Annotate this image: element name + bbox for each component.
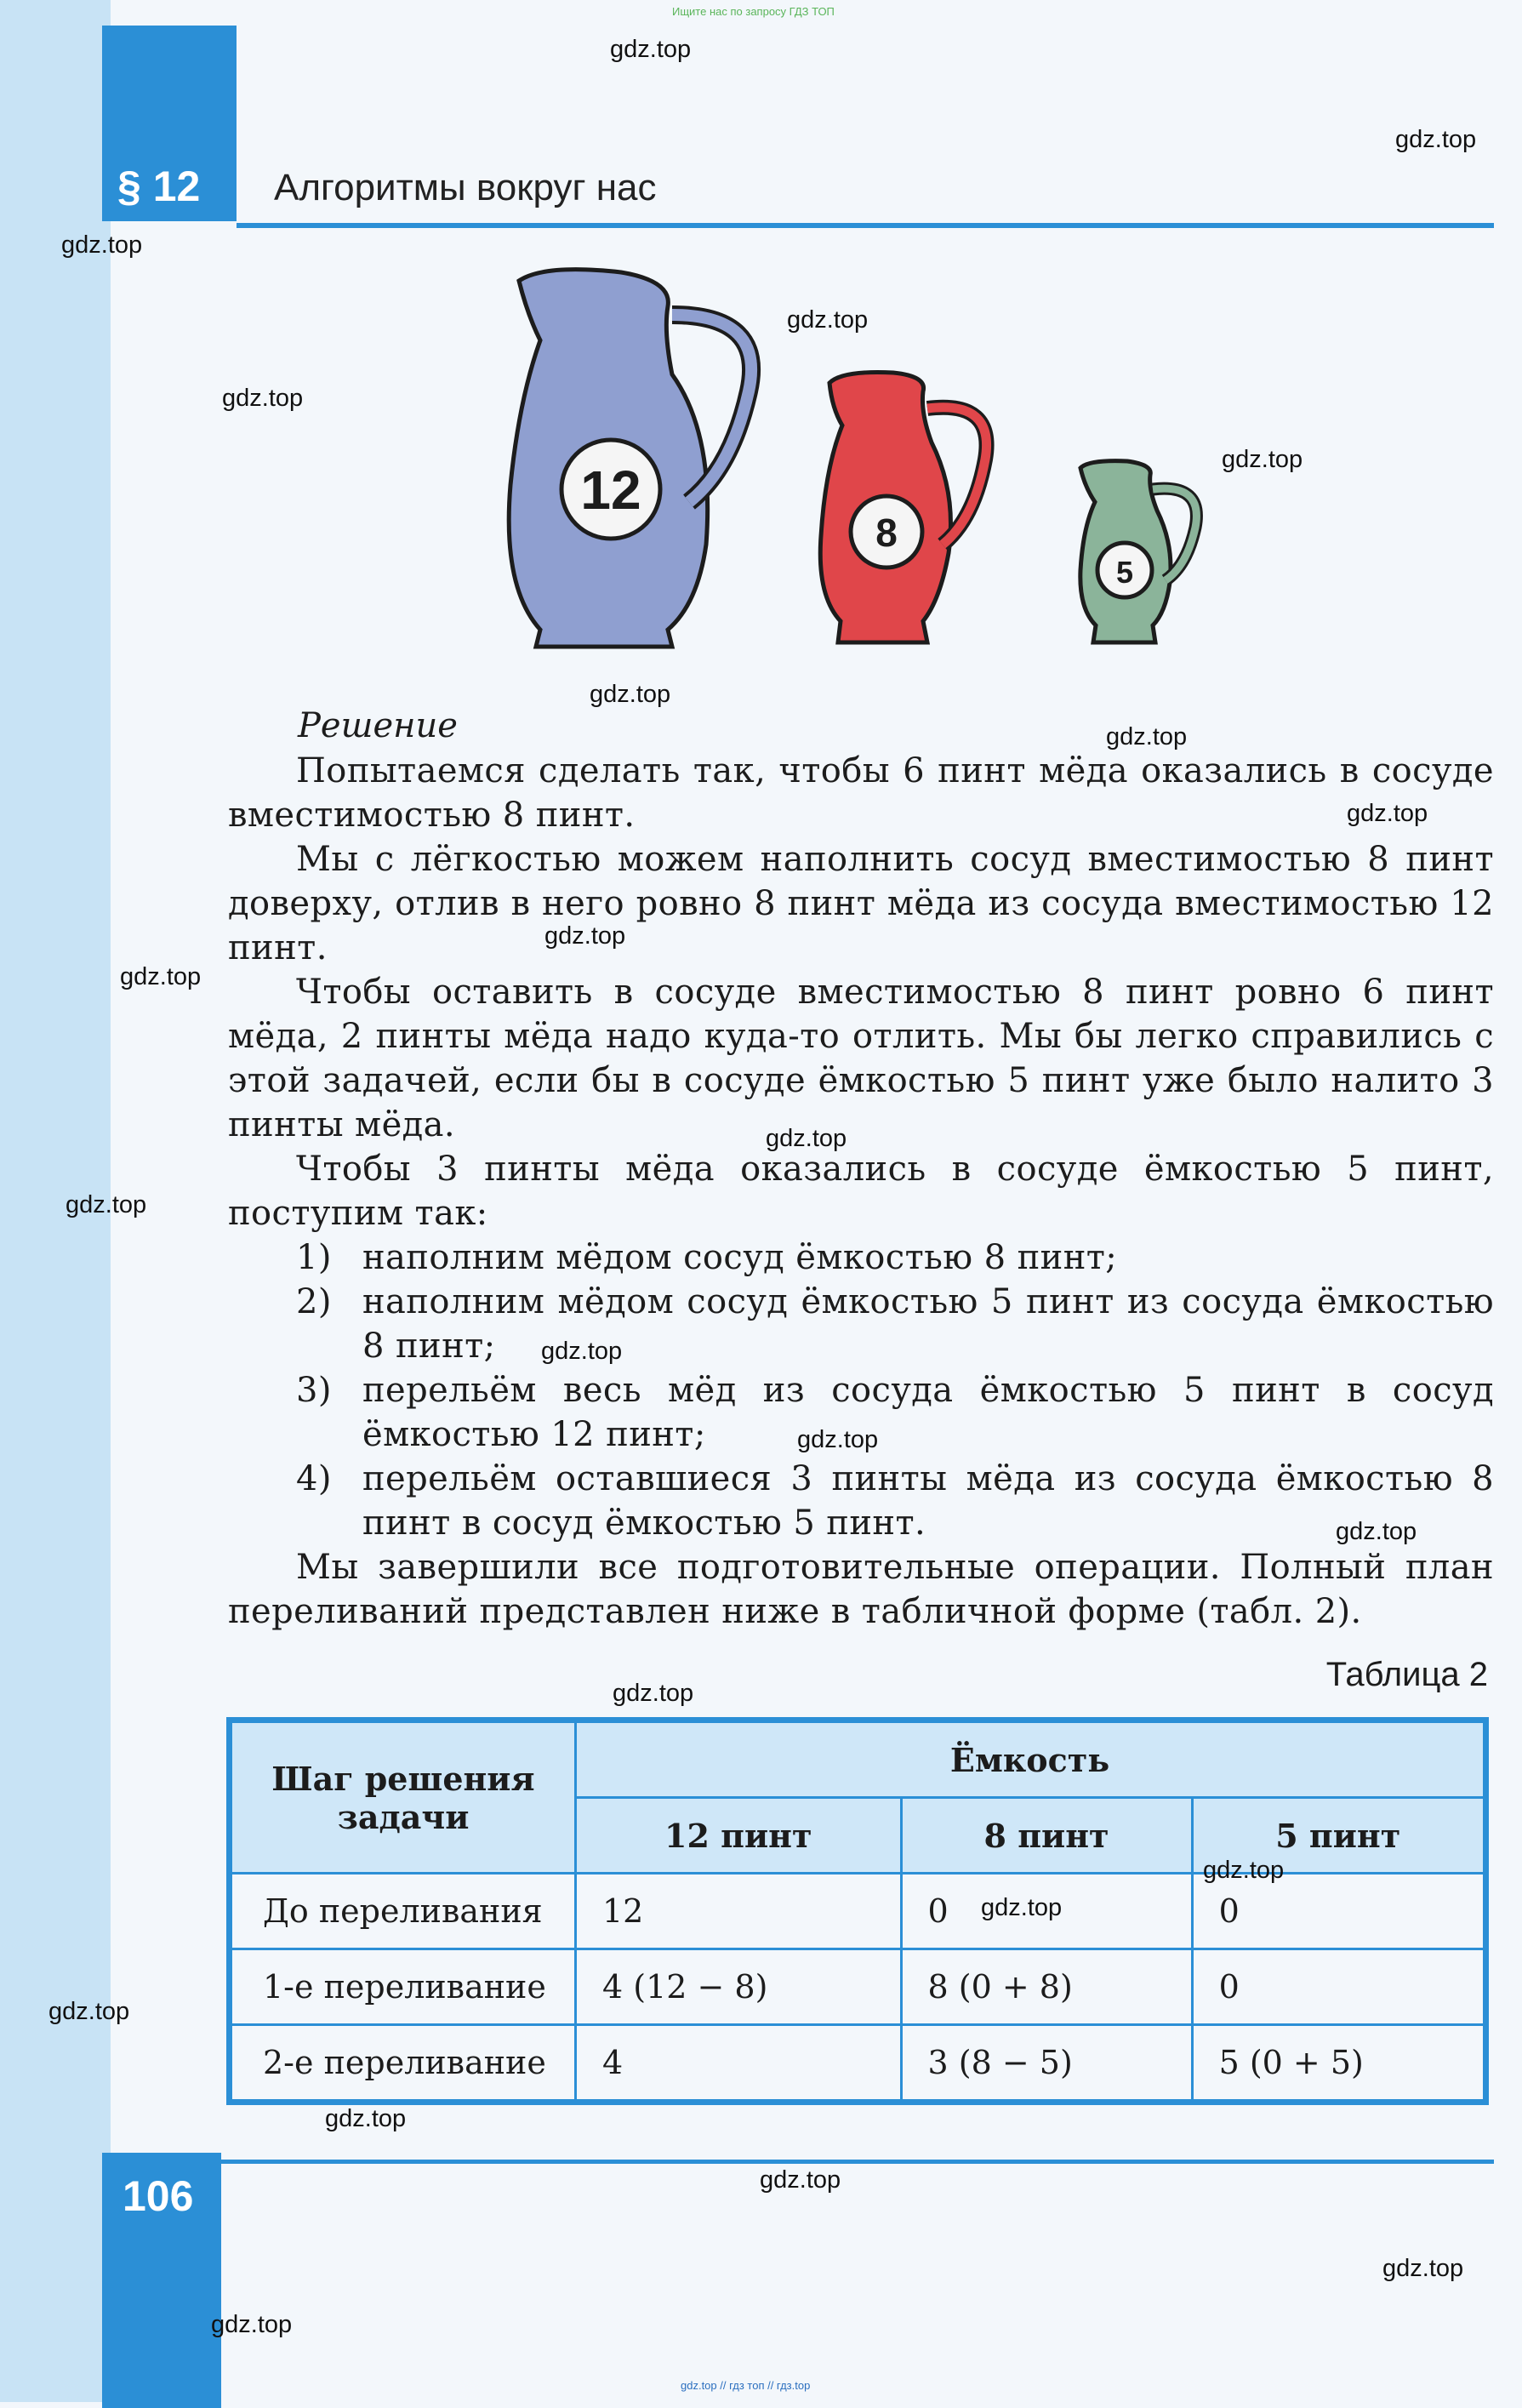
watermark: gdz.top <box>1395 126 1477 153</box>
pouring-plan-table <box>226 1717 1489 2105</box>
watermark: gdz.top <box>1382 2255 1464 2282</box>
watermark: gdz.top <box>981 1894 1063 1921</box>
watermark: gdz.top <box>590 681 671 708</box>
jug-12 <box>509 270 751 647</box>
watermark: gdz.top <box>613 1680 694 1707</box>
table-row <box>230 1949 1486 2025</box>
watermark: gdz.top <box>61 231 143 259</box>
watermark: gdz.top <box>1222 446 1303 473</box>
table-cell: 0 <box>1192 1874 1485 1949</box>
table-row <box>230 1874 1486 1949</box>
watermark: gdz.top <box>797 1426 879 1453</box>
page-number-tab <box>102 2153 221 2408</box>
step-2 <box>228 1280 1494 1368</box>
step-number: 3) <box>296 1371 332 1410</box>
watermark: gdz.top <box>66 1191 147 1218</box>
table-caption: Таблица 2 <box>1325 1656 1488 1693</box>
page-number: 106 <box>123 2172 194 2220</box>
table-cell: 4 <box>576 2025 902 2103</box>
paragraph-5: Мы завершили все подготовительные операции. Полный план переливаний представлен ниже в табличной форме (табл. 2). <box>228 1548 1494 1631</box>
step-text: наполним мёдом сосуд ёмкостью 5 пинт из сосуда ёмкостью 8 пинт; <box>362 1282 1494 1366</box>
step-text: перельём оставшиеся 3 пинты мёда из сосуда ёмкостью 8 пинт в сосуд ёмкостью 5 пинт. <box>362 1459 1494 1543</box>
table-cell: 1-е переливание <box>230 1949 576 2025</box>
watermark: gdz.top <box>760 2166 841 2194</box>
jug-5 <box>1080 461 1197 642</box>
table-cell: До переливания <box>230 1874 576 1949</box>
table-cell: 0 <box>901 1874 1192 1949</box>
watermark: gdz.top <box>1347 800 1428 827</box>
footer-rule <box>221 2160 1494 2164</box>
watermark: gdz.top <box>541 1338 623 1365</box>
column-header: 5 пинт <box>1192 1798 1485 1874</box>
paragraph-1: Попытаемся сделать так, чтобы 6 пинт мёда оказались в сосуде вместимостью 8 пинт. <box>228 751 1494 835</box>
section-tab <box>102 26 237 221</box>
table-cell: 5 (0 + 5) <box>1192 2025 1485 2103</box>
table-cell: 2-е переливание <box>230 2025 576 2103</box>
solution-body <box>228 749 1494 1634</box>
watermark: gdz.top <box>1106 723 1188 750</box>
solution-heading: Решение <box>298 706 458 745</box>
watermark: gdz.top <box>120 963 202 990</box>
step-number: 4) <box>296 1459 332 1498</box>
step-1 <box>228 1235 1494 1280</box>
watermark: gdz.top <box>222 385 304 412</box>
paragraph-2: Мы с лёгкостью можем наполнить сосуд вместимостью 8 пинт доверху, отлив в него ровно 8 пинт мёда из сосуда вместимостью 12 пинт. <box>228 840 1494 967</box>
jug-8 <box>820 373 986 643</box>
watermark: gdz.top <box>787 306 869 334</box>
watermark: gdz.top <box>544 922 626 950</box>
step-number: 2) <box>296 1282 332 1321</box>
table-cell: 8 (0 + 8) <box>901 1949 1192 2025</box>
capacity-header: Ёмкость <box>576 1720 1486 1798</box>
column-header: 8 пинт <box>901 1798 1192 1874</box>
top-notice: Ищите нас по запросу ГДЗ ТОП <box>672 5 835 18</box>
watermark: gdz.top <box>48 1998 130 2025</box>
step-column-header: Шаг решения задачи <box>230 1720 576 1874</box>
table-cell: 4 (12 − 8) <box>576 1949 902 2025</box>
watermark: gdz.top <box>766 1125 847 1152</box>
header-rule <box>237 223 1494 228</box>
step-4 <box>228 1457 1494 1545</box>
jugs-illustration <box>493 264 1259 655</box>
step-number: 1) <box>296 1238 332 1277</box>
watermark: gdz.top <box>325 2105 407 2132</box>
watermark: gdz.top <box>610 36 692 63</box>
step-text: перельём весь мёд из сосуда ёмкостью 5 пинт в сосуд ёмкостью 12 пинт; <box>362 1371 1494 1454</box>
table-cell: 12 <box>576 1874 902 1949</box>
jug-8-label: 8 <box>875 511 898 555</box>
watermark: gdz.top <box>1203 1857 1285 1884</box>
table-cell: 3 (8 − 5) <box>901 2025 1192 2103</box>
jug-5-label: 5 <box>1115 555 1134 590</box>
table-row <box>230 2025 1486 2103</box>
watermark: gdz.top <box>211 2311 293 2338</box>
jug-12-label: 12 <box>580 459 641 521</box>
column-header: 12 пинт <box>576 1798 902 1874</box>
step-text: наполним мёдом сосуд ёмкостью 8 пинт; <box>362 1238 1118 1277</box>
watermark: gdz.top <box>1336 1518 1417 1545</box>
paragraph-4: Чтобы 3 пинты мёда оказались в сосуде ёмкостью 5 пинт, поступим так: <box>228 1150 1494 1233</box>
paragraph-3: Чтобы оставить в сосуде вместимостью 8 пинт ровно 6 пинт мёда, 2 пинты мёда надо куда-то отлить. Мы бы легко справились с этой задачей, если бы в сосуде ёмкостью 5 пинт уже было налито 3 пинты мёда. <box>228 973 1494 1144</box>
chapter-title: Алгоритмы вокруг нас <box>274 167 657 208</box>
table-cell: 0 <box>1192 1949 1485 2025</box>
bottom-notice: gdz.top // гдз топ // гдз.top <box>681 2379 811 2392</box>
section-number: § 12 <box>117 163 201 210</box>
